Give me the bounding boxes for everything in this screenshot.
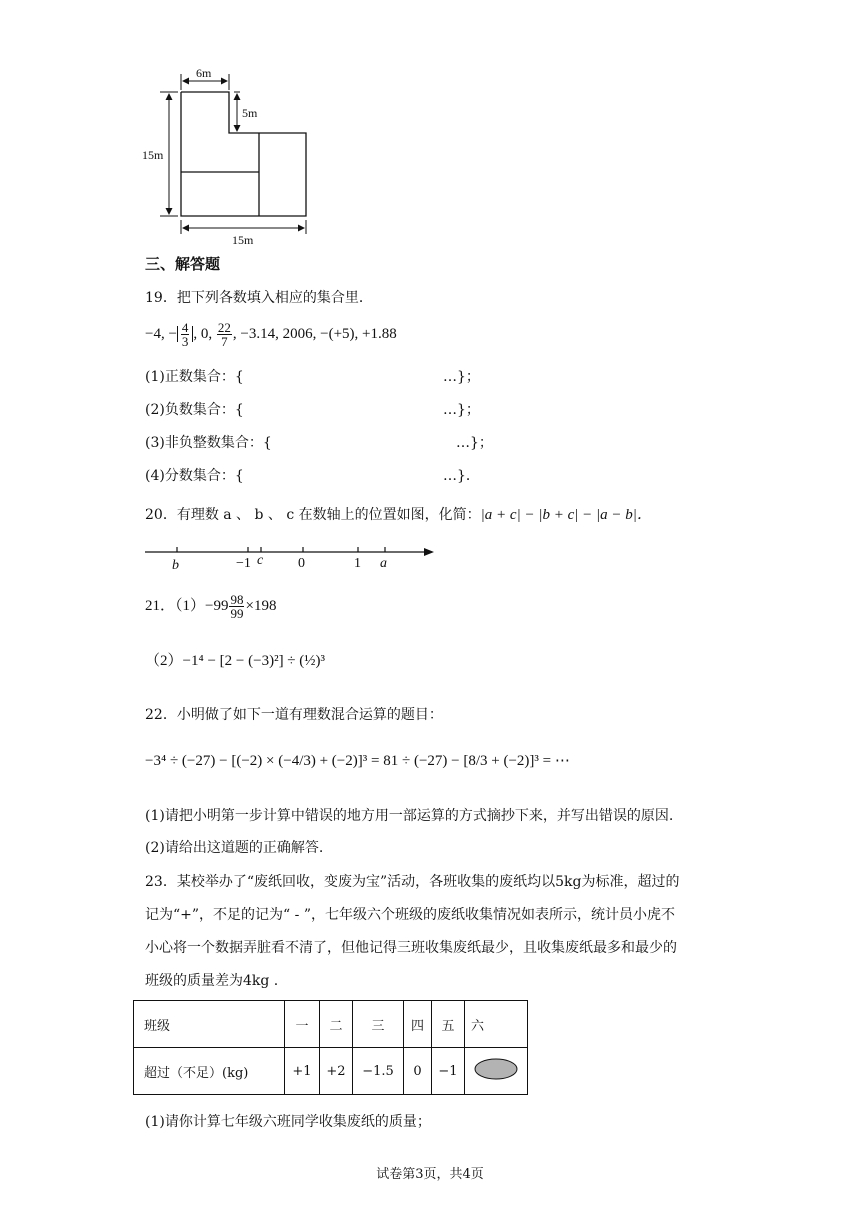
label-5m: 5m: [242, 106, 258, 120]
table-cell: 一: [285, 1001, 320, 1048]
ink-smudge-icon: [473, 1056, 519, 1082]
q19-set1: (1)正数集合：{: [145, 369, 244, 385]
q19-set3-end: …}；: [456, 435, 493, 451]
q20-expression: |a + c| − |b + c| − |a − b|．: [480, 507, 652, 523]
table-row: [134, 1001, 528, 1048]
q19-set2-end: …}；: [443, 402, 480, 418]
table-cell: +1: [285, 1048, 320, 1095]
table-cell: +2: [320, 1048, 353, 1095]
dimension-lines: [160, 74, 306, 234]
axis-label-minus1: −1: [236, 556, 251, 571]
table-cell: 超过（不足）(kg): [134, 1048, 285, 1095]
q23-line2: 记为“+”，不足的记为“ - ”，七年级六个班级的废纸收集情况如表所示，统计员小虎不: [145, 907, 675, 923]
l-shape-figure: [140, 60, 320, 250]
q19-set4: (4)分数集合：{: [145, 468, 244, 484]
q22-part1: (1)请把小明第一步计算中错误的地方用一部运算的方式摘抄下来，并写出错误的原因.: [145, 808, 674, 824]
q19-set2: (2)负数集合：{: [145, 402, 244, 418]
arrow-right-icon: [424, 548, 434, 556]
q22-expression: −3⁴ ÷ (−27) − [(−2) × (−4/3) + (−2)]³ = 81 ÷ (−27) − [8/3 + (−2)]³ = ⋯: [145, 753, 570, 769]
table-cell: −1.5: [353, 1048, 404, 1095]
table-cell: 四: [404, 1001, 432, 1048]
q22-part2: (2)请给出这道题的正确解答.: [145, 840, 324, 856]
q21-part1: 21．（1）−99 $\frac{98}{99}$ ×198: [145, 592, 277, 622]
q23-line1: 23．某校举办了“废纸回收，变废为宝”活动，各班收集的废纸均以5kg为标准，超过的: [145, 874, 680, 890]
axis-label-0: 0: [298, 556, 305, 571]
axis-label-a: a: [380, 556, 387, 571]
q19-numbers: −4, − $\frac{4}{3}$ , 0, $\frac{22}{7}$ , −3.14, 2006, −(+5), +1.88: [145, 320, 397, 350]
q23-line4: 班级的质量差为4kg .: [145, 973, 279, 989]
waste-paper-table: [133, 1000, 528, 1095]
q22-title: 22．小明做了如下一道有理数混合运算的题目：: [145, 707, 443, 723]
table-cell: 三: [353, 1001, 404, 1048]
q19-title: 19．把下列各数填入相应的集合里．: [145, 290, 373, 306]
q20-text: 20．有理数 a 、 b 、 c 在数轴上的位置如图，化简：|a + c| − |b + c| − |a − b|．: [145, 507, 652, 523]
table-cell: 班级: [134, 1001, 285, 1048]
table-cell: 0: [404, 1048, 432, 1095]
table-cell: 五: [432, 1001, 465, 1048]
label-6m: 6m: [196, 66, 212, 80]
q19-set4-end: …}．: [443, 468, 480, 484]
axis-label-b: b: [172, 558, 179, 573]
axis-label-1: 1: [354, 556, 361, 571]
table-cell: −1: [432, 1048, 465, 1095]
label-15m-bottom: 15m: [232, 233, 254, 247]
table-cell: 二: [320, 1001, 353, 1048]
page-footer: 试卷第3页，共4页: [376, 1167, 484, 1182]
q23-line3: 小心将一个数据弄脏看不清了，但他记得三班收集废纸最少，且收集废纸最多和最少的: [145, 940, 677, 956]
table-row: [134, 1048, 528, 1095]
q19-set3: (3)非负整数集合：{: [145, 435, 272, 451]
number-line: [140, 540, 440, 576]
table-cell-smudged: [465, 1048, 528, 1095]
axis-label-c: c: [257, 553, 264, 568]
q19-set1-end: …}；: [443, 369, 480, 385]
q21-part2: （2）−1⁴ − [2 − (−3)²] ÷ (½)³: [145, 653, 326, 669]
section-heading: 三、解答题: [145, 255, 221, 273]
q23-part1: (1)请你计算七年级六班同学收集废纸的质量；: [145, 1114, 431, 1130]
label-15m-left: 15m: [142, 148, 164, 162]
table-cell: 六: [465, 1001, 528, 1048]
